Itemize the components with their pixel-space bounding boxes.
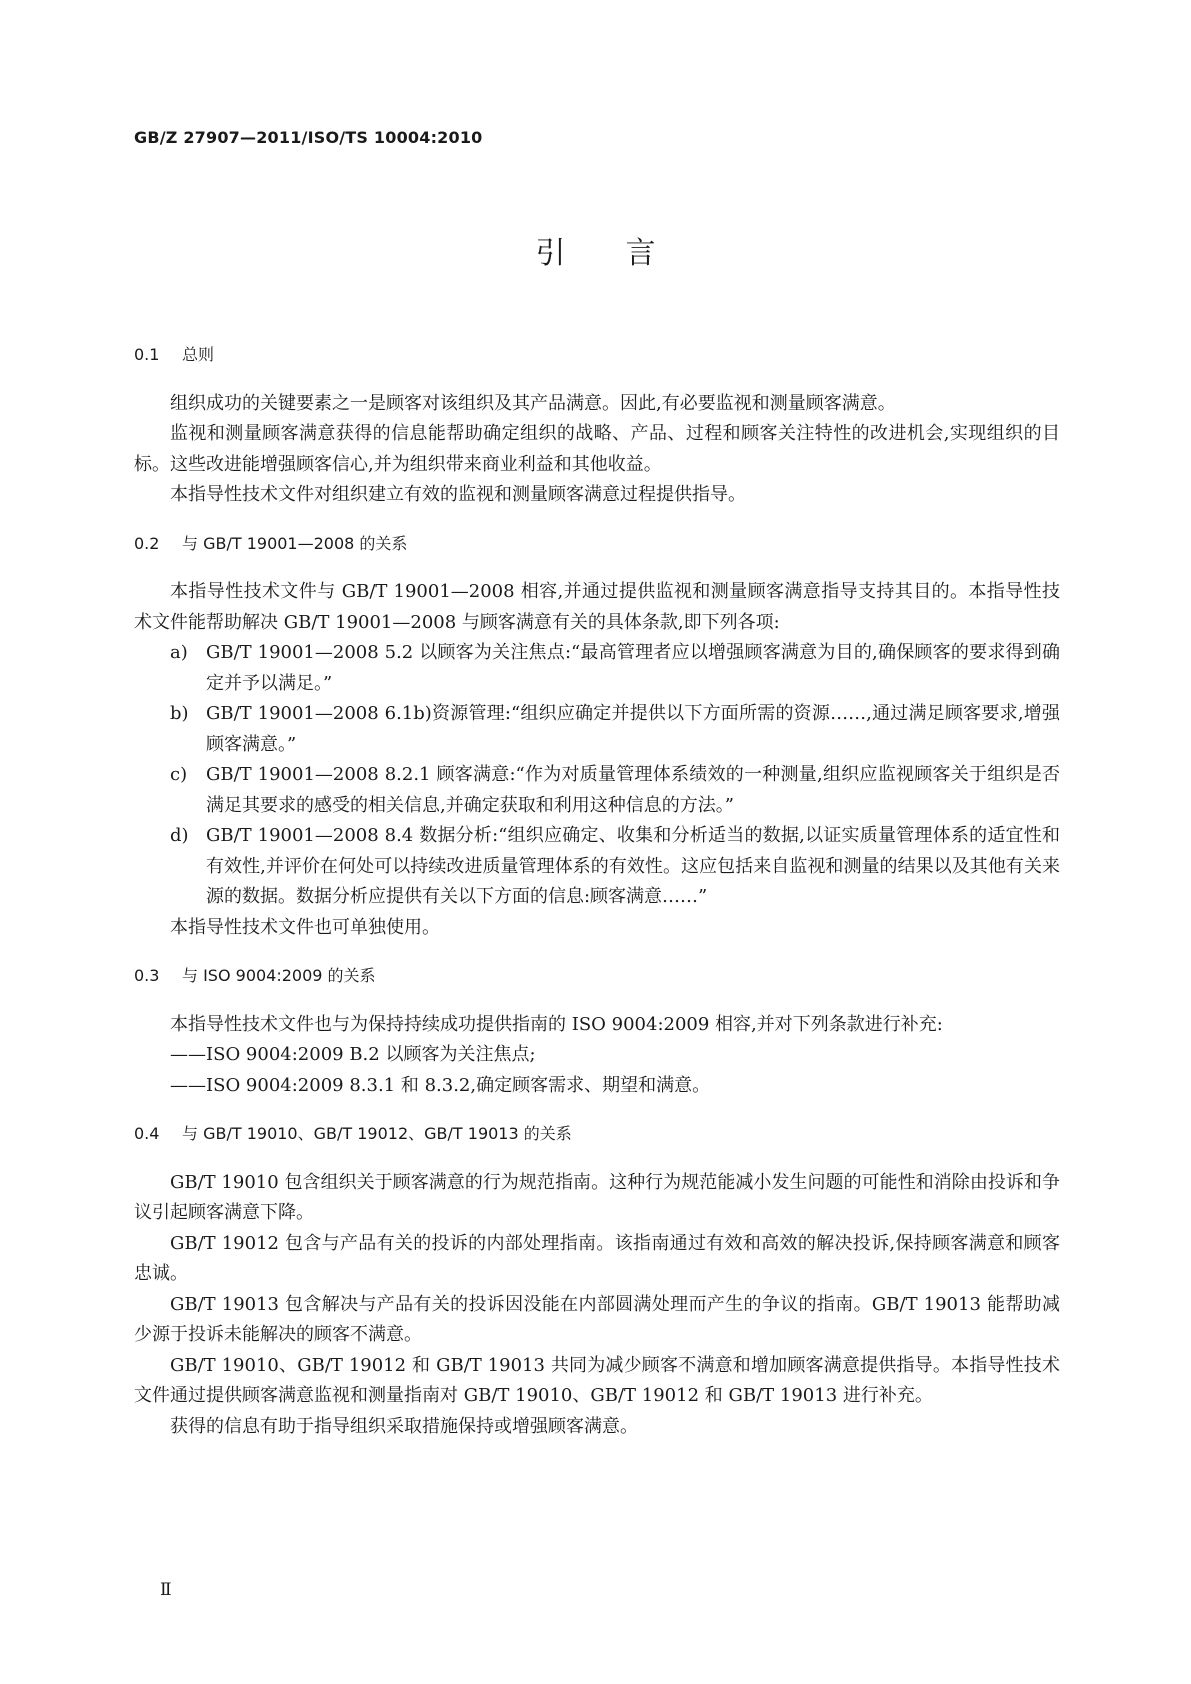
list-item — [134, 699, 1060, 760]
paragraph: 本指导性技术文件与 GB/T 19001—2008 相容,并通过提供监视和测量顾客满意指导支持其目的。本指导性技术文件能帮助解决 GB/T 19001—2008 与顾客满意有关的具体条款,即下列各项: — [134, 581, 1060, 633]
section-heading — [134, 1119, 1060, 1150]
standard-code-header: GB/Z 27907—2011/ISO/TS 10004:2010 — [134, 128, 483, 147]
section-title: 总则 — [182, 345, 215, 364]
document-body — [134, 340, 1060, 1460]
section-number: 0.1 — [134, 345, 160, 364]
dash-list-item: ——ISO 9004:2009 8.3.1 和 8.3.2,确定顾客需求、期望和满意。 — [170, 1074, 711, 1096]
list-item-text: GB/T 19001—2008 8.4 数据分析:“组织应确定、收集和分析适当的数据,以证实质量管理体系的适宜性和有效性,并评价在何处可以持续改进质量管理体系的有效性。这应包括来自监视和测量的结果以及其他有关来源的数据。数据分析应提供有关以下方面的信息:顾客满意……” — [206, 825, 1060, 907]
list-marker: b) — [170, 703, 189, 724]
page-title: 引言 — [535, 236, 716, 271]
section-number: 0.3 — [134, 966, 160, 985]
dash-list-item: ——ISO 9004:2009 B.2 以顾客为关注焦点; — [170, 1044, 536, 1065]
list-item-text: GB/T 19001—2008 8.2.1 顾客满意:“作为对质量管理体系绩效的一种测量,组织应监视顾客关于组织是否满足其要求的感受的相关信息,并确定获取和利用这种信息的方法。” — [206, 764, 1060, 816]
list-marker: a) — [170, 642, 188, 663]
section-number: 0.2 — [134, 533, 160, 553]
list-item-text: GB/T 19001—2008 5.2 以顾客为关注焦点:“最高管理者应以增强顾客满意为目的,确保顾客的要求得到确定并予以满足。” — [206, 642, 1060, 694]
list-item — [134, 638, 1060, 699]
section-heading — [134, 961, 1060, 992]
paragraph: 获得的信息有助于指导组织采取措施保持或增强顾客满意。 — [170, 1415, 638, 1437]
list-marker: c) — [170, 764, 188, 785]
section-title: 与 GB/T 19001—2008 的关系 — [182, 533, 408, 553]
section-gbt19001 — [134, 529, 1060, 944]
section-title: 与 GB/T 19010、GB/T 19012、GB/T 19013 的关系 — [182, 1124, 572, 1143]
paragraph: GB/T 19013 包含解决与产品有关的投诉因没能在内部圆满处理而产生的争议的指南。GB/T 19013 能帮助减少源于投诉未能解决的顾客不满意。 — [134, 1293, 1060, 1345]
paragraph: 监视和测量顾客满意获得的信息能帮助确定组织的战略、产品、过程和顾客关注特性的改进机会,实现组织的目标。这些改进能增强顾客信心,并为组织带来商业利益和其他收益。 — [134, 423, 1060, 475]
section-number: 0.4 — [134, 1124, 160, 1143]
paragraph: GB/T 19010 包含组织关于顾客满意的行为规范指南。这种行为规范能减小发生问题的可能性和消除由投诉和争议引起顾客满意下降。 — [134, 1171, 1060, 1223]
paragraph: 本指导性技术文件也与为保持持续成功提供指南的 ISO 9004:2009 相容,并对下列条款进行补充: — [170, 1013, 943, 1035]
paragraph: 本指导性技术文件对组织建立有效的监视和测量顾客满意过程提供指导。 — [170, 484, 746, 505]
section-heading — [134, 340, 1060, 371]
paragraph: 组织成功的关键要素之一是顾客对该组织及其产品满意。因此,有必要监视和测量顾客满意。 — [170, 392, 896, 414]
list-item-text: GB/T 19001—2008 6.1b)资源管理:“组织应确定并提供以下方面所需的资源……,通过满足顾客要求,增强顾客满意。” — [206, 703, 1060, 755]
paragraph: 本指导性技术文件也可单独使用。 — [170, 916, 440, 938]
section-iso9004 — [134, 961, 1060, 1101]
list-marker: d) — [170, 825, 189, 846]
paragraph: GB/T 19010、GB/T 19012 和 GB/T 19013 共同为减少顾客不满意和增加顾客满意提供指导。本指导性技术文件通过提供顾客满意监视和测量指南对 GB/T 19010、GB/T 19012 和 GB/T 19013 进行补充。 — [134, 1354, 1060, 1406]
section-gbt19010-19012-19013 — [134, 1119, 1060, 1442]
list-item — [134, 821, 1060, 913]
section-title: 与 ISO 9004:2009 的关系 — [182, 966, 376, 985]
paragraph: GB/T 19012 包含与产品有关的投诉的内部处理指南。该指南通过有效和高效的解决投诉,保持顾客满意和顾客忠诚。 — [134, 1232, 1060, 1284]
section-heading — [134, 529, 1060, 560]
page-number: Ⅱ — [160, 1580, 172, 1600]
section-general — [134, 340, 1060, 511]
list-item — [134, 760, 1060, 821]
